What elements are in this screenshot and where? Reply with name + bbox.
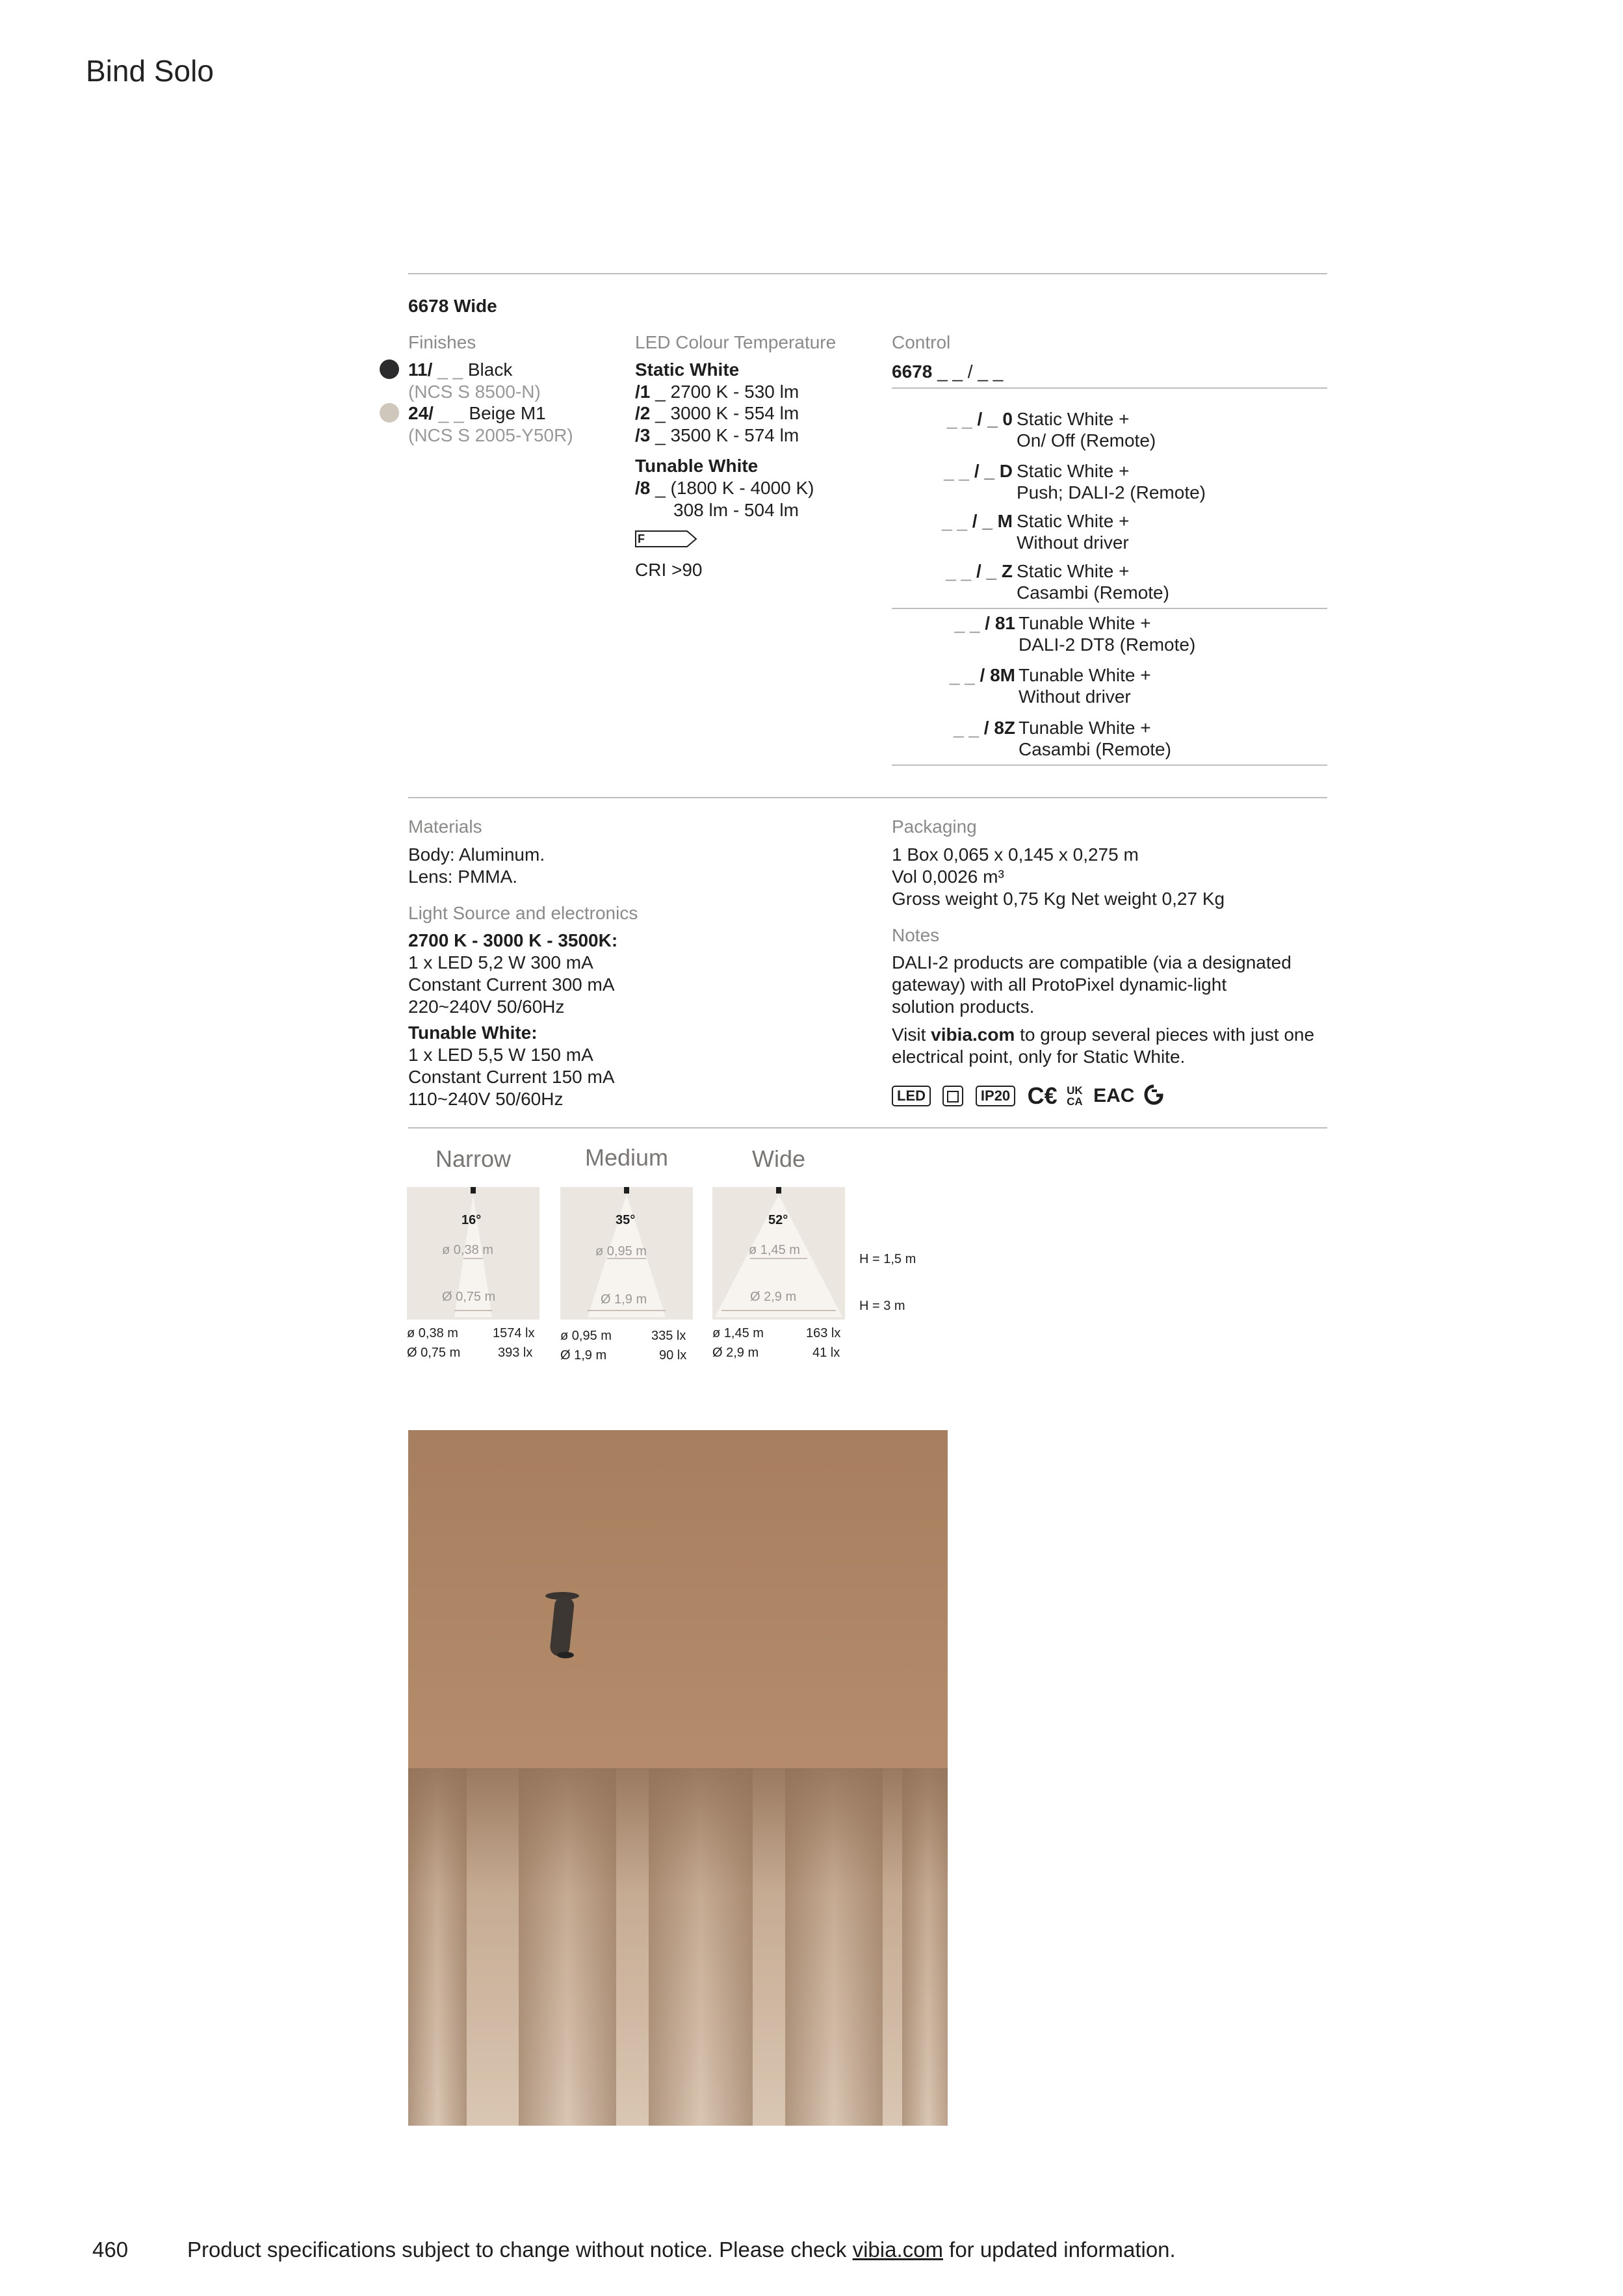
ip-rating-badge: IP20	[976, 1086, 1015, 1106]
beam-diameter-2: Ø 0,75 m	[442, 1290, 496, 1304]
control-option-desc: On/ Off (Remote)	[1017, 430, 1156, 450]
control-divider	[892, 387, 1327, 389]
footer-vibia-link[interactable]: vibia.com	[852, 2237, 943, 2262]
led-badge: LED	[892, 1086, 931, 1106]
beam-diameter-2: Ø 2,9 m	[750, 1290, 797, 1304]
beam-angle: 35°	[616, 1213, 636, 1227]
control-option-desc: Casambi (Remote)	[1017, 582, 1169, 603]
class-ii-icon	[942, 1086, 963, 1106]
light-source-line: Constant Current 300 mA	[408, 974, 615, 995]
control-code: 6678 _ _ / _ _	[892, 361, 1004, 382]
beam-value-lux: 41 lx	[812, 1346, 840, 1360]
beam-value-lux: 1574 lx	[493, 1326, 535, 1340]
light-source-line: 220~240V 50/60Hz	[408, 997, 565, 1017]
notes-line: electrical point, only for Static White.	[892, 1047, 1186, 1067]
notes-visit-line: Visit vibia.com to group several pieces with just one	[892, 1024, 1315, 1045]
beam-value-lux: 393 lx	[498, 1346, 533, 1360]
beam-value-diameter: Ø 1,9 m	[560, 1348, 607, 1363]
finishes-label: Finishes	[408, 332, 476, 352]
finish-ncs: (NCS S 2005-Y50R)	[408, 425, 573, 445]
finish-item: 24/ _ _ Beige M1	[408, 403, 546, 423]
section-divider	[408, 797, 1327, 798]
beige-finish-swatch	[380, 403, 399, 423]
footer-notice: Product specifications subject to change without notice. Please check vibia.com for updated information.	[187, 2237, 1176, 2262]
control-option-desc: Without driver	[1019, 686, 1131, 707]
beam-diagram-medium	[560, 1187, 693, 1320]
materials-line: Lens: PMMA.	[408, 867, 518, 887]
ukca-icon: UK CA	[1067, 1084, 1083, 1108]
light-source-line: 110~240V 50/60Hz	[408, 1089, 564, 1109]
control-option-code: _ _ / 8Z	[954, 718, 1015, 738]
beam-value-diameter: ø 0,38 m	[407, 1326, 458, 1340]
control-option-desc: Tunable White +	[1019, 613, 1151, 633]
product-heading: 6678 Wide	[408, 296, 497, 316]
light-source-line: 1 x LED 5,2 W 300 mA	[408, 952, 593, 972]
light-source-static-heading: 2700 K - 3000 K - 3500K:	[408, 930, 618, 950]
control-option-code: _ _ / _ Z	[946, 561, 1013, 581]
finish-item: 11/ _ _ Black	[408, 359, 513, 380]
static-white-row: /3 _ 3500 K - 574 lm	[635, 425, 799, 445]
vibia-link[interactable]: vibia.com	[931, 1024, 1015, 1045]
beam-diameter-1: ø 0,38 m	[442, 1243, 493, 1257]
notes-line: solution products.	[892, 997, 1035, 1017]
beam-value-diameter: Ø 0,75 m	[407, 1346, 461, 1360]
beam-value-lux: 163 lx	[806, 1326, 841, 1340]
beam-title-wide: Wide	[751, 1145, 806, 1172]
control-option-desc: Without driver	[1017, 532, 1129, 553]
beam-diagram-wide	[712, 1187, 845, 1320]
finish-ncs: (NCS S 8500-N)	[408, 382, 541, 402]
static-white-label: Static White	[635, 359, 740, 380]
control-option-code: _ _ / 8M	[949, 665, 1015, 685]
tunable-white-row: /8 _ (1800 K - 4000 K)	[635, 478, 814, 498]
page-title: Bind Solo	[86, 54, 214, 88]
ce-icon: C€	[1027, 1082, 1058, 1109]
control-option-desc: Static White +	[1017, 409, 1130, 429]
control-option-desc: DALI-2 DT8 (Remote)	[1019, 634, 1196, 655]
static-white-row: /2 _ 3000 K - 554 lm	[635, 403, 799, 423]
black-finish-swatch	[380, 359, 399, 379]
height-label: H = 3 m	[859, 1299, 905, 1313]
control-option-code: _ _ / _ 0	[946, 409, 1013, 429]
energy-class-letter: F	[638, 532, 645, 545]
light-source-tunable-heading: Tunable White:	[408, 1023, 538, 1043]
notes-line: gateway) with all ProtoPixel dynamic-light	[892, 974, 1227, 995]
materials-label: Materials	[408, 816, 482, 837]
control-option-desc: Static White +	[1017, 461, 1130, 481]
beam-value-diameter: ø 0,95 m	[560, 1329, 612, 1343]
control-option-desc: Static White +	[1017, 561, 1130, 581]
height-label: H = 1,5 m	[859, 1252, 916, 1266]
control-divider	[892, 764, 1327, 766]
control-label: Control	[892, 332, 951, 352]
light-source-line: 1 x LED 5,5 W 150 mA	[408, 1045, 593, 1065]
beam-value-diameter: ø 1,45 m	[712, 1326, 764, 1340]
packaging-box: 1 Box 0,065 x 0,145 x 0,275 m	[892, 844, 1139, 865]
section-divider	[408, 273, 1327, 274]
tunable-white-label: Tunable White	[635, 456, 759, 476]
cri-value: CRI >90	[635, 560, 703, 580]
product-photo	[408, 1430, 948, 2126]
control-option-desc: Casambi (Remote)	[1019, 739, 1171, 759]
static-white-row: /1 _ 2700 K - 530 lm	[635, 382, 799, 402]
packaging-volume: Vol 0,0026 m³	[892, 867, 1004, 887]
control-option-desc: Tunable White +	[1019, 665, 1151, 685]
certification-row	[892, 1082, 1163, 1111]
control-option-desc: Static White +	[1017, 511, 1130, 531]
beam-diagram-narrow	[407, 1187, 539, 1320]
packaging-label: Packaging	[892, 816, 977, 837]
materials-line: Body: Aluminum.	[408, 844, 545, 865]
beam-value-diameter: Ø 2,9 m	[712, 1346, 759, 1360]
tunable-white-lumen: 308 lm - 504 lm	[673, 500, 799, 520]
beam-angle: 16°	[461, 1213, 482, 1227]
control-option-code: _ _ / _ D	[944, 461, 1013, 481]
page-number: 460	[92, 2237, 129, 2262]
control-option-desc: Push; DALI-2 (Remote)	[1017, 482, 1206, 502]
beam-title-medium: Medium	[584, 1144, 669, 1171]
beam-diameter-2: Ø 1,9 m	[601, 1292, 647, 1307]
beam-diameter-1: ø 0,95 m	[595, 1244, 647, 1259]
light-source-line: Constant Current 150 mA	[408, 1067, 615, 1087]
section-divider	[408, 1127, 1327, 1128]
beam-diameter-1: ø 1,45 m	[749, 1243, 800, 1257]
beam-angle: 52°	[768, 1213, 788, 1227]
recycle-icon	[1144, 1084, 1163, 1108]
eac-icon: EAC	[1093, 1085, 1135, 1106]
led-temperature-label: LED Colour Temperature	[635, 332, 837, 352]
control-option-code: _ _ / 81	[954, 613, 1015, 633]
beam-value-lux: 335 lx	[651, 1329, 686, 1343]
control-option-code: _ _ / _ M	[942, 511, 1013, 531]
control-option-desc: Tunable White +	[1019, 718, 1151, 738]
light-source-label: Light Source and electronics	[408, 903, 638, 923]
beam-value-lux: 90 lx	[659, 1348, 687, 1363]
energy-class-label	[635, 530, 697, 547]
control-divider	[892, 608, 1327, 609]
notes-label: Notes	[892, 925, 940, 945]
beam-title-narrow: Narrow	[435, 1145, 511, 1172]
notes-line: DALI-2 products are compatible (via a designated	[892, 952, 1292, 972]
packaging-weight: Gross weight 0,75 Kg Net weight 0,27 Kg	[892, 889, 1225, 909]
